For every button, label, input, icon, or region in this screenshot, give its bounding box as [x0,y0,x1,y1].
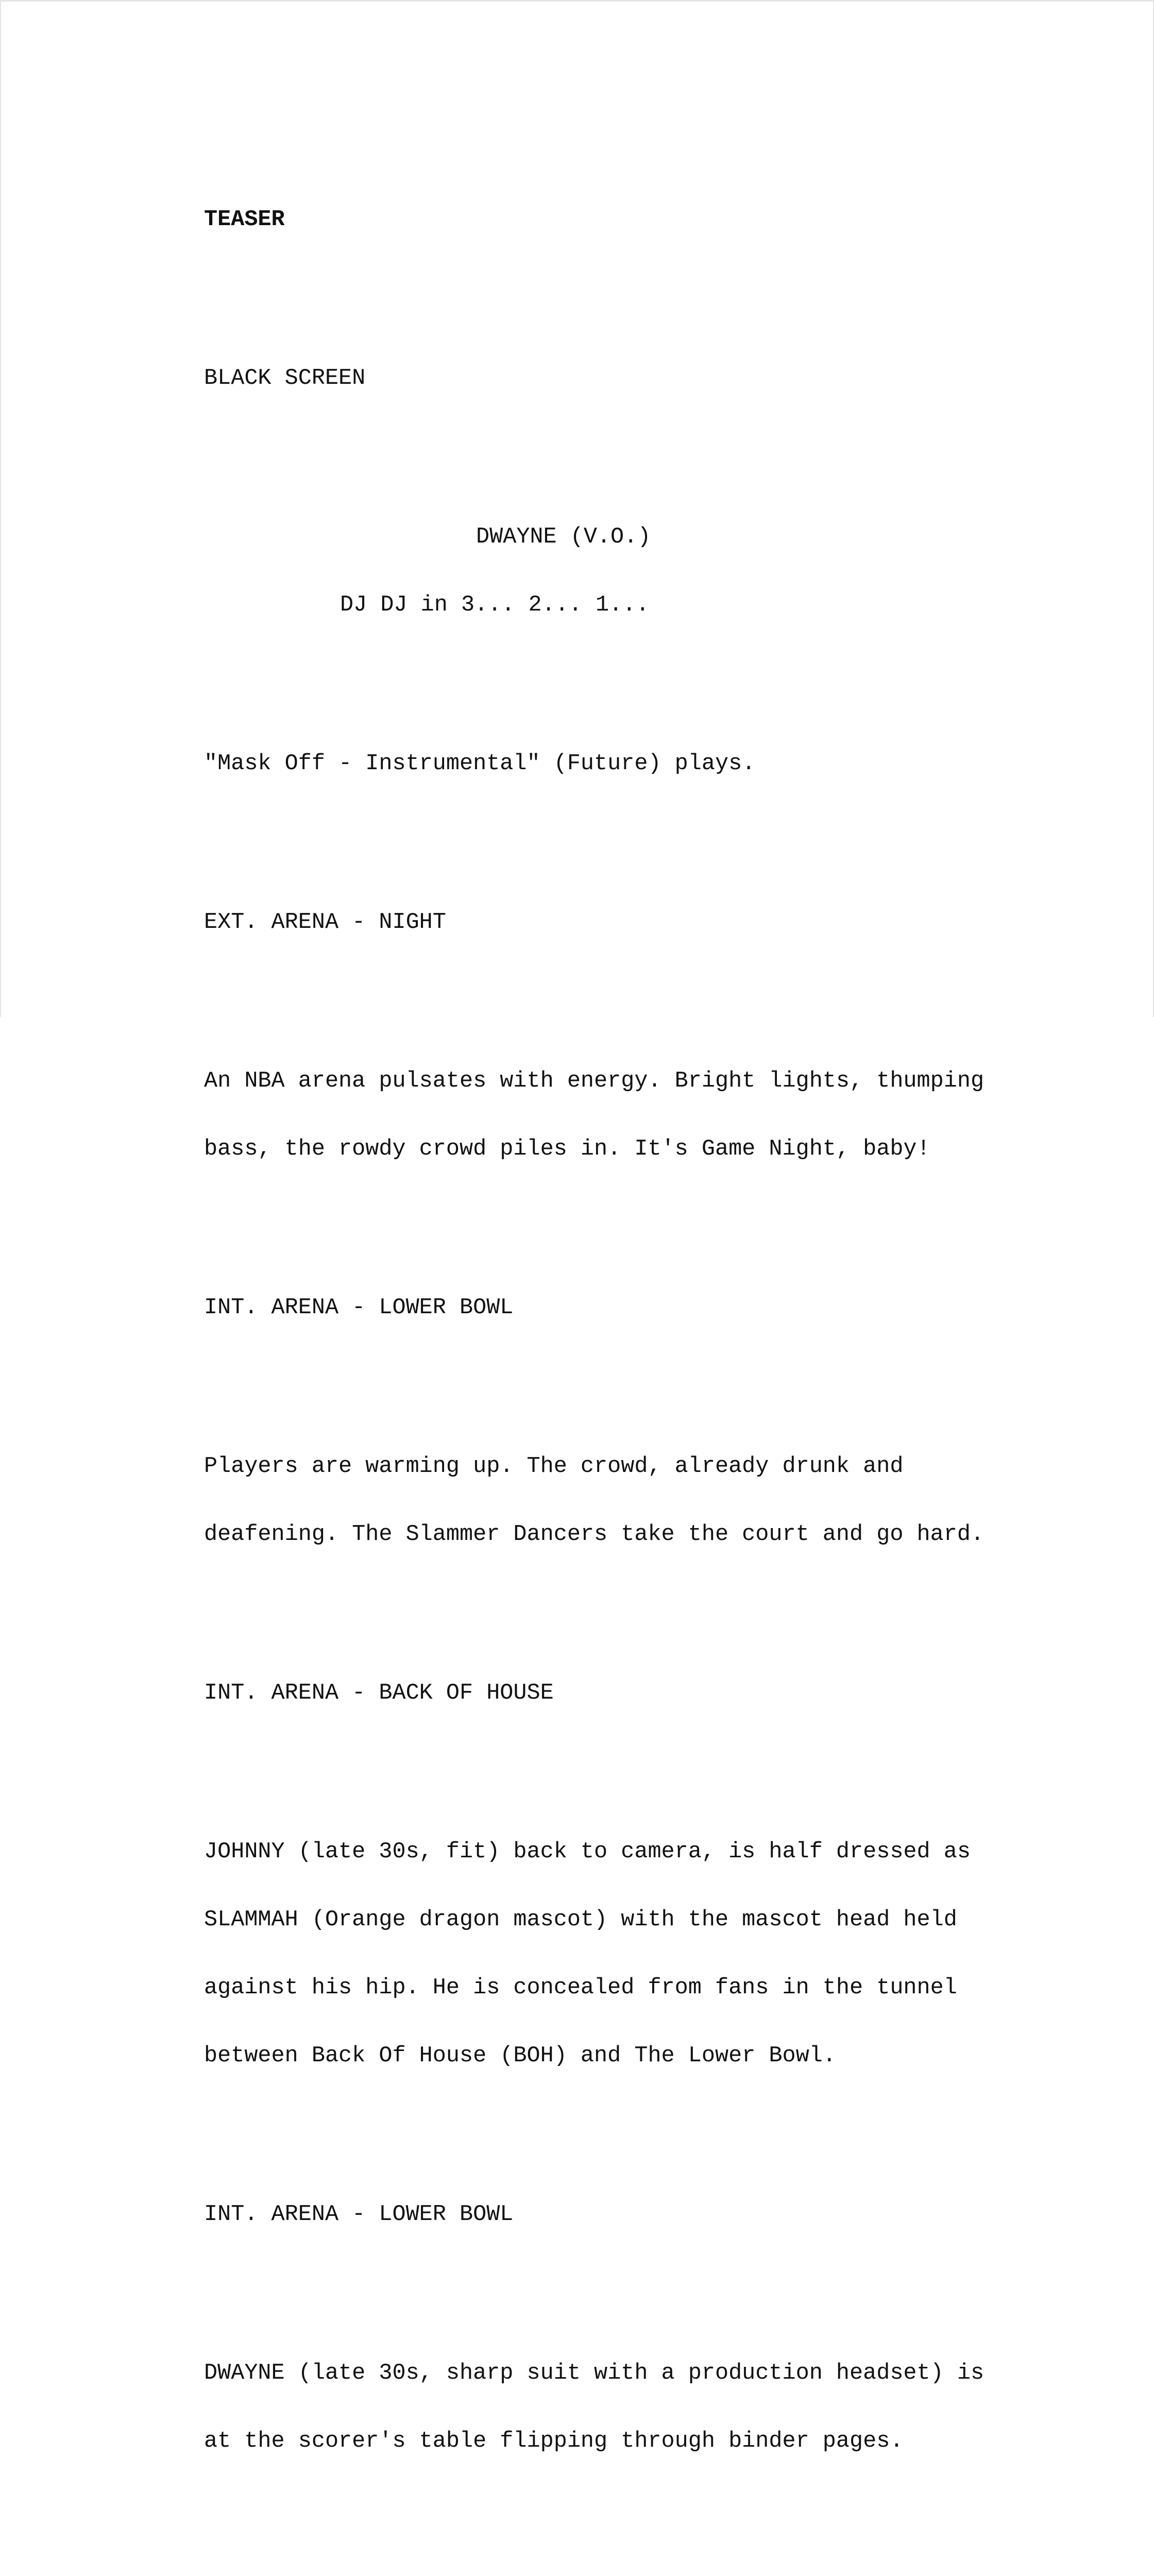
action-line: at the scorer's table flipping through binder pages. [204,2429,904,2454]
action-line: Players are warming up. The crowd, already drunk and [204,1454,904,1479]
spacer [204,435,1028,458]
spacer [204,821,1028,843]
spacer [204,1591,1028,1614]
spacer [204,1750,1028,1773]
spacer [204,277,1028,299]
spacer [204,1206,1028,1229]
screenplay-body [204,141,1028,2576]
spacer [204,2272,1028,2294]
scene-heading: INT. ARENA - LOWER BOWL [204,1295,514,1320]
music-cue: "Mask Off - Instrumental" (Future) plays. [204,751,756,776]
action-line: between Back Of House (BOH) and The Lower Bowl. [204,2043,836,2069]
scene-heading: EXT. ARENA - NIGHT [204,910,446,935]
act-heading: TEASER [204,207,285,232]
spacer [204,979,1028,1002]
action-line: deafening. The Slammer Dancers take the court and go hard. [204,1522,985,1547]
action-line: bass, the rowdy crowd piles in. It's Game Night, baby! [204,1137,930,1162]
spacer [204,2498,1028,2521]
action-line: JOHNNY (late 30s, fit) back to camera, is half dressed as [204,1839,971,1865]
dialogue-line: DJ DJ in 3... 2... 1... [340,592,650,618]
scene-heading: INT. ARENA - BACK OF HOUSE [204,1681,554,1706]
spacer [204,1365,1028,1387]
action-line: DWAYNE (late 30s, sharp suit with a production headset) is [204,2361,985,2386]
spacer [204,662,1028,685]
transition-black-screen: BLACK SCREEN [204,366,366,391]
action-line: SLAMMAH (Orange dragon mascot) with the mascot head held [204,1907,957,1933]
action-line: An NBA arena pulsates with energy. Bright lights, thumping [204,1069,985,1094]
character-cue: DWAYNE (V.O.) [476,524,651,550]
spacer [204,2113,1028,2136]
action-line: against his hip. He is concealed from fans in the tunnel [204,1975,957,2001]
scene-heading: INT. ARENA - LOWER BOWL [204,2202,514,2227]
